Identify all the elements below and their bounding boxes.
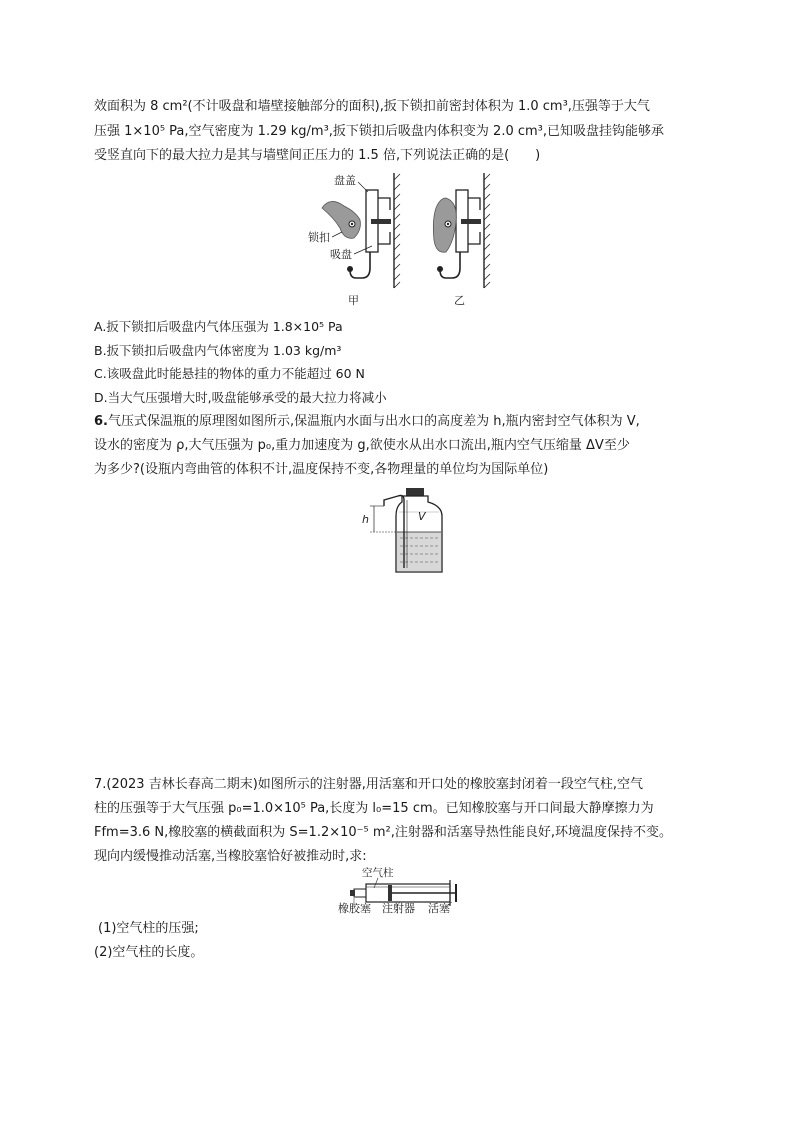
label-syringe: 注射器 <box>382 902 415 915</box>
q5-text-line-2: 压强 1×10⁵ Pa,空气密度为 1.29 kg/m³,扳下锁扣后吸盘内体积变为 2.0 cm³,已知吸盘挂钩能够承 <box>94 124 665 139</box>
q7-subquestion-1: (1)空气柱的压强; <box>98 921 199 936</box>
thermos-figure <box>358 486 468 578</box>
caption-left: 甲 <box>348 294 359 307</box>
label-piston: 活塞 <box>428 902 450 915</box>
label-lock: 锁扣 <box>308 231 330 244</box>
q6-text-line-1-body: 气压式保温瓶的原理图如图所示,保温瓶内水面与出水口的高度差为 h,瓶内密封空气体积为 V, <box>107 414 640 429</box>
suction-hook-figure <box>300 168 510 310</box>
q5-text-line-3: 受竖直向下的最大拉力是其与墙壁间正压力的 1.5 倍,下列说法正确的是( ) <box>94 148 541 163</box>
label-h: h <box>362 513 369 526</box>
q7-text-line-2: 柱的压强等于大气压强 p₀=1.0×10⁵ Pa,长度为 l₀=15 cm。已知橡胶塞与开口间最大静摩擦力为 <box>94 801 654 816</box>
q5-option-b: B.扳下锁扣后吸盘内气体密度为 1.03 kg/m³ <box>94 343 342 358</box>
q6-number: 6. <box>94 414 108 429</box>
caption-right: 乙 <box>454 294 465 307</box>
label-v: V <box>418 510 426 523</box>
q6-text-line-1 <box>94 414 640 430</box>
q5-option-c: C.该吸盘此时能悬挂的物体的重力不能超过 60 N <box>94 366 365 381</box>
q5-option-d: D.当大气压强增大时,吸盘能够承受的最大拉力将减小 <box>94 390 387 405</box>
q7-text-line-3: Ffm=3.6 N,橡胶塞的横截面积为 S=1.2×10⁻⁵ m²,注射器和活塞导热性能良好,环境温度保持不变。 <box>94 825 673 840</box>
q7-subquestion-2: (2)空气柱的长度。 <box>94 945 204 960</box>
label-cover: 盘盖 <box>334 174 356 187</box>
q5-text-line-1: 效面积为 8 cm²(不计吸盘和墙壁接触部分的面积),扳下锁扣前密封体积为 1.0 cm³,压强等于大气 <box>94 99 650 114</box>
q7-text-line-1: 7.(2023 吉林长春高二期末)如图所示的注射器,用活塞和开口处的橡胶塞封闭着一段空气柱,空气 <box>94 777 644 792</box>
q5-option-a: A.扳下锁扣后吸盘内气体压强为 1.8×10⁵ Pa <box>94 319 343 334</box>
q6-text-line-2: 设水的密度为 ρ,大气压强为 p₀,重力加速度为 g,欲使水从出水口流出,瓶内空气压缩量 ΔV至少 <box>94 438 630 453</box>
label-rubber-stopper: 橡胶塞 <box>338 902 371 915</box>
label-air-column: 空气柱 <box>362 867 394 879</box>
q6-text-line-3: 为多少?(设瓶内弯曲管的体积不计,温度保持不变,各物理量的单位均为国际单位) <box>94 462 549 477</box>
label-sucker: 吸盘 <box>330 248 352 261</box>
q7-text-line-4: 现向内缓慢推动活塞,当橡胶塞恰好被推动时,求: <box>94 849 367 864</box>
